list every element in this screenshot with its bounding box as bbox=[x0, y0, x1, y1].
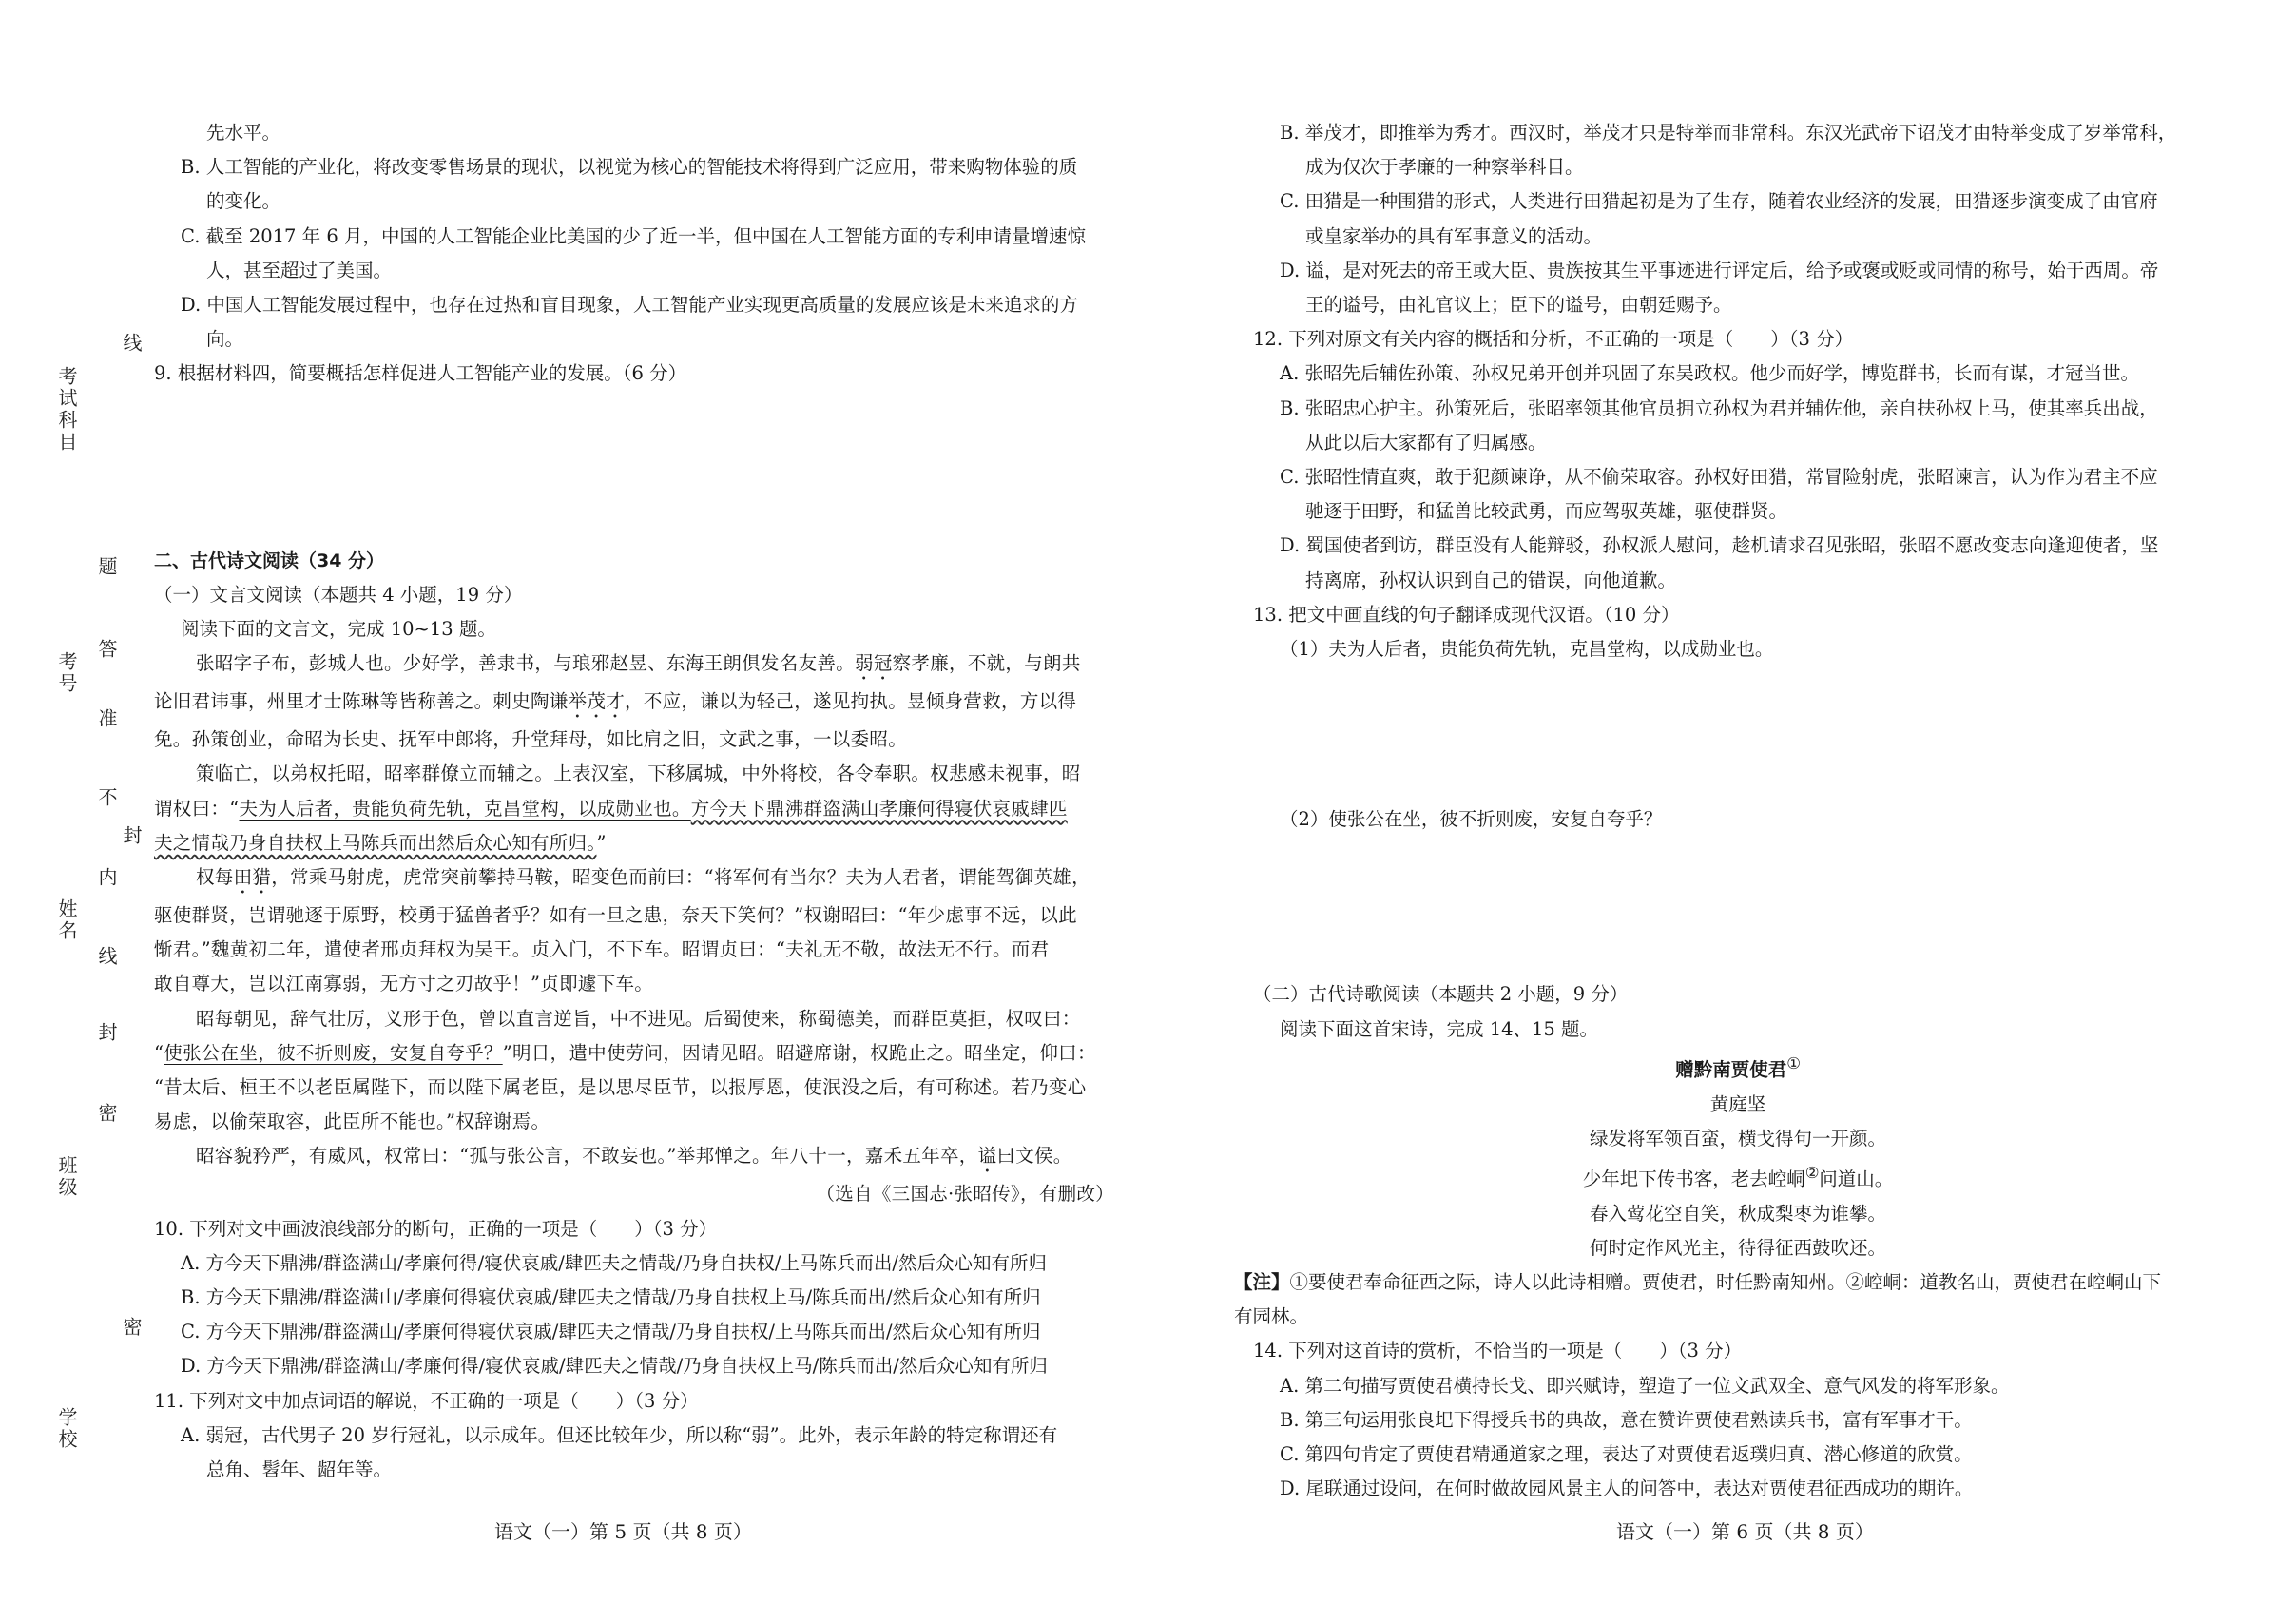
poem-line-1: 绿发将军领百蛮，横戈得句一开颜。 bbox=[1589, 1127, 1886, 1149]
q13-part-2: （2）使张公在坐，彼不折则废，安复自夸乎？ bbox=[1280, 808, 1663, 831]
q14-option-a: A. 第二句描写贾使君横持长戈、即兴赋诗，塑造了一位文武双全、意气风发的将军形象。 bbox=[1280, 1374, 2010, 1397]
q8-option-b-cont: 的变化。 bbox=[206, 190, 281, 213]
margin-label: 内 bbox=[95, 867, 118, 889]
q12-option-a: A. 张昭先后辅佐孙策、孙权兄弟开创并巩固了东吴政权。他少而好学，博览群书，长而有谋，才冠当世。 bbox=[1280, 362, 2139, 385]
poem-line-4: 何时定作风光主，待得征西鼓吹还。 bbox=[1589, 1236, 1886, 1259]
q12-option-c-cont: 驰逐于田野，和猛兽比较武勇，而应驾驭英雄，驱使群贤。 bbox=[1305, 500, 1788, 523]
margin-label: 不 bbox=[95, 787, 118, 809]
poem-line-2: 少年圯下传书客，老去崆峒②问道山。 bbox=[1582, 1163, 1894, 1190]
q10-option-b: B. 方今天下鼎沸/群盗满山/孝廉何得寝伏哀戚/肆匹夫之情哉/乃身自扶权上马/陈兵而出/然后众心知有所归 bbox=[181, 1286, 1041, 1309]
poem-title: 赠黔南贾使君① bbox=[1675, 1053, 1801, 1081]
passage-line: 夫之情哉乃身自扶权上马陈兵而出然后众心知有所归。” bbox=[154, 831, 607, 854]
page-footer-left: 语文（一）第 5 页（共 8 页） bbox=[494, 1520, 752, 1543]
subsection-1-heading: （一）文言文阅读（本题共 4 小题，19 分） bbox=[154, 583, 523, 606]
q8-option-b: B. 人工智能的产业化，将改变零售场景的现状，以视觉为核心的智能技术将得到广泛应用，带来购物体验的质 bbox=[181, 156, 1078, 179]
margin-label: 题 bbox=[95, 556, 118, 578]
margin-label-exam-number: 考号 bbox=[55, 651, 78, 695]
passage-line: “使张公在坐，彼不折则废，安复自夸乎？”明日，遣中使劳问，因请见昭。昭避席谢，权跪止之。昭坐定，仰曰： bbox=[154, 1041, 1096, 1064]
passage-line: 张昭字子布，彭城人也。少好学，善隶书，与琅邪赵昱、东海王朗俱发名友善。弱冠察孝廉，不就，与朗共 bbox=[196, 652, 1081, 675]
q11-option-b-cont: 成为仅次于孝廉的一种察举科目。 bbox=[1305, 156, 1584, 179]
margin-label-school: 学校 bbox=[55, 1407, 78, 1451]
q14-option-b: B. 第三句运用张良圯下得授兵书的典故，意在赞许贾使君熟读兵书，富有军事才干。 bbox=[1280, 1408, 1973, 1431]
section-2-heading: 二、古代诗文阅读（34 分） bbox=[154, 550, 385, 571]
margin-label: 答 bbox=[95, 639, 118, 661]
poem-instruction: 阅读下面这首宋诗，完成 14、15 题。 bbox=[1280, 1017, 1599, 1040]
underlined-sentence-1: 夫为人后者，贵能负荷先轨，克昌堂构，以成勋业也。 bbox=[239, 797, 691, 820]
margin-label: 封 bbox=[120, 825, 143, 847]
answer-space-q13-1 bbox=[1253, 666, 2223, 802]
passage-line: 昭容貌矜严，有威风，权常曰：“孤与张公言，不敢妄也。”举邦惮之。年八十一，嘉禾五年卒，谥曰文侯。 bbox=[196, 1145, 1072, 1168]
q11-option-d: D. 谥，是对死去的帝王或大臣、贵族按其生平事迹进行评定后，给予或褒或贬或同情的称号，始于西周。帝 bbox=[1280, 259, 2159, 281]
footnote-marker: ② bbox=[1804, 1163, 1820, 1182]
underlined-sentence-2: 使张公在坐，彼不折则废，安复自夸乎？ bbox=[164, 1041, 503, 1064]
passage-line: 策临亡，以弟权托昭，昭率群僚立而辅之。上表汉室，下移属城，中外将校，各令奉职。权悲感未视事，昭 bbox=[196, 763, 1081, 785]
q8-option-d: D. 中国人工智能发展过程中，也存在过热和盲目现象，人工智能产业实现更高质量的发展应该是未来追求的方 bbox=[181, 294, 1078, 317]
page-6-column bbox=[1234, 116, 2223, 1507]
q11-option-c: C. 田猎是一种围猎的形式，人类进行田猎起初是为了生存，随着农业经济的发展，田猎逐步演变成了由官府 bbox=[1280, 190, 2158, 213]
reading-instruction: 阅读下面的文言文，完成 10~13 题。 bbox=[181, 618, 496, 641]
q11-option-b: B. 举茂才，即推举为秀才。西汉时，举茂才只是特举而非常科。东汉光武帝下诏茂才由特举变成了岁举常科， bbox=[1280, 122, 2177, 144]
question-13: 13. 把文中画直线的句子翻译成现代汉语。（10 分） bbox=[1253, 603, 1680, 626]
q8-option-a-cont: 先水平。 bbox=[206, 122, 281, 144]
passage-line: 昭每朝见，辞气壮厉，义形于色，曾以直言逆旨，中不进见。后蜀使来，称蜀德美，而群臣莫拒，权叹曰： bbox=[196, 1007, 1081, 1030]
passage-line: 敢自尊大，岂以江南寡弱，无方寸之刃故乎！”贞即遽下车。 bbox=[154, 973, 654, 995]
passage-line: 权每田猎，常乘马射虎，虎常突前攀持马鞍，昭变色而前曰：“将军何有当尔？夫为人君者，谓能驾御英雄， bbox=[196, 866, 1090, 889]
classical-passage bbox=[154, 647, 1114, 1211]
dotted-term-shi: 谥 bbox=[977, 1145, 997, 1168]
q10-option-c: C. 方今天下鼎沸/群盗满山/孝廉何得寝伏哀戚/肆匹夫之情哉/乃身自扶权/上马陈兵而出/然后众心知有所归 bbox=[181, 1321, 1041, 1343]
dotted-term-ruoguan: 弱冠 bbox=[855, 652, 893, 675]
q11-option-a-cont: 总角、髫年、龆年等。 bbox=[206, 1458, 393, 1481]
passage-line: 谓权曰：“夫为人后者，贵能负荷先轨，克昌堂构，以成勋业也。方今天下鼎沸群盗满山孝廉何得寝伏哀戚肆匹 bbox=[154, 797, 1068, 820]
q12-option-b: B. 张昭忠心护主。孙策死后，张昭率领其他官员拥立孙权为君并辅佐他，亲自扶孙权上马，使其率兵出战， bbox=[1280, 396, 2158, 419]
answer-space-q9 bbox=[154, 392, 1114, 544]
passage-line: “昔太后、桓王不以老臣属陛下，而以陛下属老臣，是以思尽臣节，以报厚恩，使泯没之后，有可称述。若乃变心 bbox=[154, 1076, 1087, 1099]
margin-label-name: 姓名 bbox=[55, 898, 78, 942]
passage-source: （选自《三国志·张昭传》，有删改） bbox=[816, 1183, 1114, 1206]
subsection-2-heading: （二）古代诗歌阅读（本题共 2 小题，9 分） bbox=[1253, 983, 1629, 1006]
answer-space-q13-2 bbox=[1253, 837, 2223, 977]
poem-author: 黄庭坚 bbox=[1709, 1092, 1766, 1115]
q11-option-c-cont: 或皇家举办的具有军事意义的活动。 bbox=[1305, 224, 1603, 247]
wavy-underlined-passage: 方今天下鼎沸群盗满山孝廉何得寝伏哀戚肆匹 bbox=[690, 797, 1068, 820]
q8-option-c-cont: 人，甚至超过了美国。 bbox=[206, 259, 393, 281]
q12-option-c: C. 张昭性情直爽，敢于犯颜谏诤，从不偷荣取容。孙权好田猎，常冒险射虎，张昭谏言，认为作为君主不应 bbox=[1280, 466, 2158, 489]
q12-option-d-cont: 持离席，孙权认识到自己的错误，向他道歉。 bbox=[1305, 569, 1677, 591]
margin-label: 准 bbox=[95, 708, 118, 730]
footnote-marker: ① bbox=[1786, 1053, 1801, 1072]
passage-line: 惭君。”魏黄初二年，遣使者邢贞拜权为吴王。贞入门，不下车。昭谓贞曰：“夫礼无不敬，故法无不行。而君 bbox=[154, 938, 1050, 961]
question-12: 12. 下列对原文有关内容的概括和分析，不正确的一项是（ ）（3 分） bbox=[1253, 328, 1854, 351]
question-10: 10. 下列对文中画波浪线部分的断句，正确的一项是（ ）（3 分） bbox=[154, 1217, 718, 1240]
q10-option-a: A. 方今天下鼎沸/群盗满山/孝廉何得/寝伏哀戚/肆匹夫之情哉/乃身自扶权/上马陈兵而出/然后众心知有所归 bbox=[181, 1251, 1047, 1274]
binding-margin bbox=[0, 0, 152, 1622]
passage-line: 免。孙策创业，命昭为长史、抚军中郎将，升堂拜母，如比肩之旧，文武之事，一以委昭。 bbox=[154, 728, 908, 751]
poem-note: 【注】①要使君奉命征西之际，诗人以此诗相赠。贾使君，时任黔南知州。②崆峒：道教名山，贾使君在崆峒山下 bbox=[1234, 1271, 2162, 1294]
page-5-column bbox=[154, 116, 1114, 1487]
q8-option-d-cont: 向。 bbox=[206, 328, 244, 351]
q12-option-b-cont: 从此以后大家都有了归属感。 bbox=[1305, 431, 1547, 454]
passage-line: 驱使群贤，岂谓驰逐于原野，校勇于猛兽者乎？如有一旦之患，奈天下笑何？”权谢昭曰：“年少虑事不远，以此 bbox=[154, 904, 1077, 927]
dotted-term-tianlie: 田猎 bbox=[233, 866, 272, 889]
margin-label-class: 班级 bbox=[55, 1155, 78, 1199]
q10-option-d: D. 方今天下鼎沸/群盗满山/孝廉何得/寝伏哀戚/肆匹夫之情哉/乃身自扶权上马/陈兵而出/然后众心知有所归 bbox=[181, 1355, 1048, 1378]
passage-line: 论旧君讳事，州里才士陈琳等皆称善之。刺史陶谦举茂才，不应，谦以为轻己，遂见拘执。昱倾身营救，方以得 bbox=[154, 690, 1077, 713]
passage-line: 易虑，以偷荣取容，此臣所不能也。”权辞谢焉。 bbox=[154, 1110, 550, 1133]
margin-label: 线 bbox=[120, 333, 143, 355]
q8-option-c: C. 截至 2017 年 6 月，中国的人工智能企业比美国的少了近一半，但中国在人工智能方面的专利申请量增速惊 bbox=[181, 224, 1086, 247]
q14-option-d: D. 尾联通过设问，在何时做故园风景主人的问答中，表达对贾使君征西成功的期许。 bbox=[1280, 1477, 1974, 1500]
poem-note-cont: 有园林。 bbox=[1234, 1305, 1309, 1328]
wavy-underlined-passage-cont: 夫之情哉乃身自扶权上马陈兵而出然后众心知有所归。 bbox=[154, 831, 597, 854]
note-label: 【注】 bbox=[1234, 1271, 1290, 1294]
dotted-term-jumaocai: 举茂才 bbox=[568, 690, 626, 713]
poem-line-3: 春入莺花空自笑，秋成梨枣为谁攀。 bbox=[1589, 1202, 1886, 1225]
q12-option-d: D. 蜀国使者到访，群臣没有人能辩驳，孙权派人慰问，趁机请求召见张昭，张昭不愿改变志向逢迎使者，坚 bbox=[1280, 534, 2159, 557]
q13-part-1: （1）夫为人后者，贵能负荷先轨，克昌堂构，以成勋业也。 bbox=[1280, 638, 1774, 661]
q11-option-d-cont: 王的谥号，由礼官议上；臣下的谥号，由朝廷赐予。 bbox=[1305, 294, 1732, 317]
margin-label: 线 bbox=[95, 946, 118, 968]
margin-label: 封 bbox=[95, 1022, 118, 1044]
page-footer-right: 语文（一）第 6 页（共 8 页） bbox=[1616, 1520, 1874, 1543]
margin-label: 密 bbox=[95, 1103, 118, 1125]
margin-label: 密 bbox=[120, 1317, 143, 1339]
margin-label-subject: 考试科目 bbox=[55, 366, 78, 454]
q11-option-a: A. 弱冠，古代男子 20 岁行冠礼，以示成年。但还比较年少，所以称“弱”。此外，表示年龄的特定称谓还有 bbox=[181, 1423, 1058, 1446]
q14-option-c: C. 第四句肯定了贾使君精通道家之理，表达了对贾使君返璞归真、潜心修道的欣赏。 bbox=[1280, 1443, 1973, 1466]
question-9: 9. 根据材料四，简要概括怎样促进人工智能产业的发展。（6 分） bbox=[154, 362, 687, 385]
question-14: 14. 下列对这首诗的赏析，不恰当的一项是（ ）（3 分） bbox=[1253, 1340, 1743, 1362]
question-11: 11. 下列对文中加点词语的解说，不正确的一项是（ ）（3 分） bbox=[154, 1389, 699, 1412]
